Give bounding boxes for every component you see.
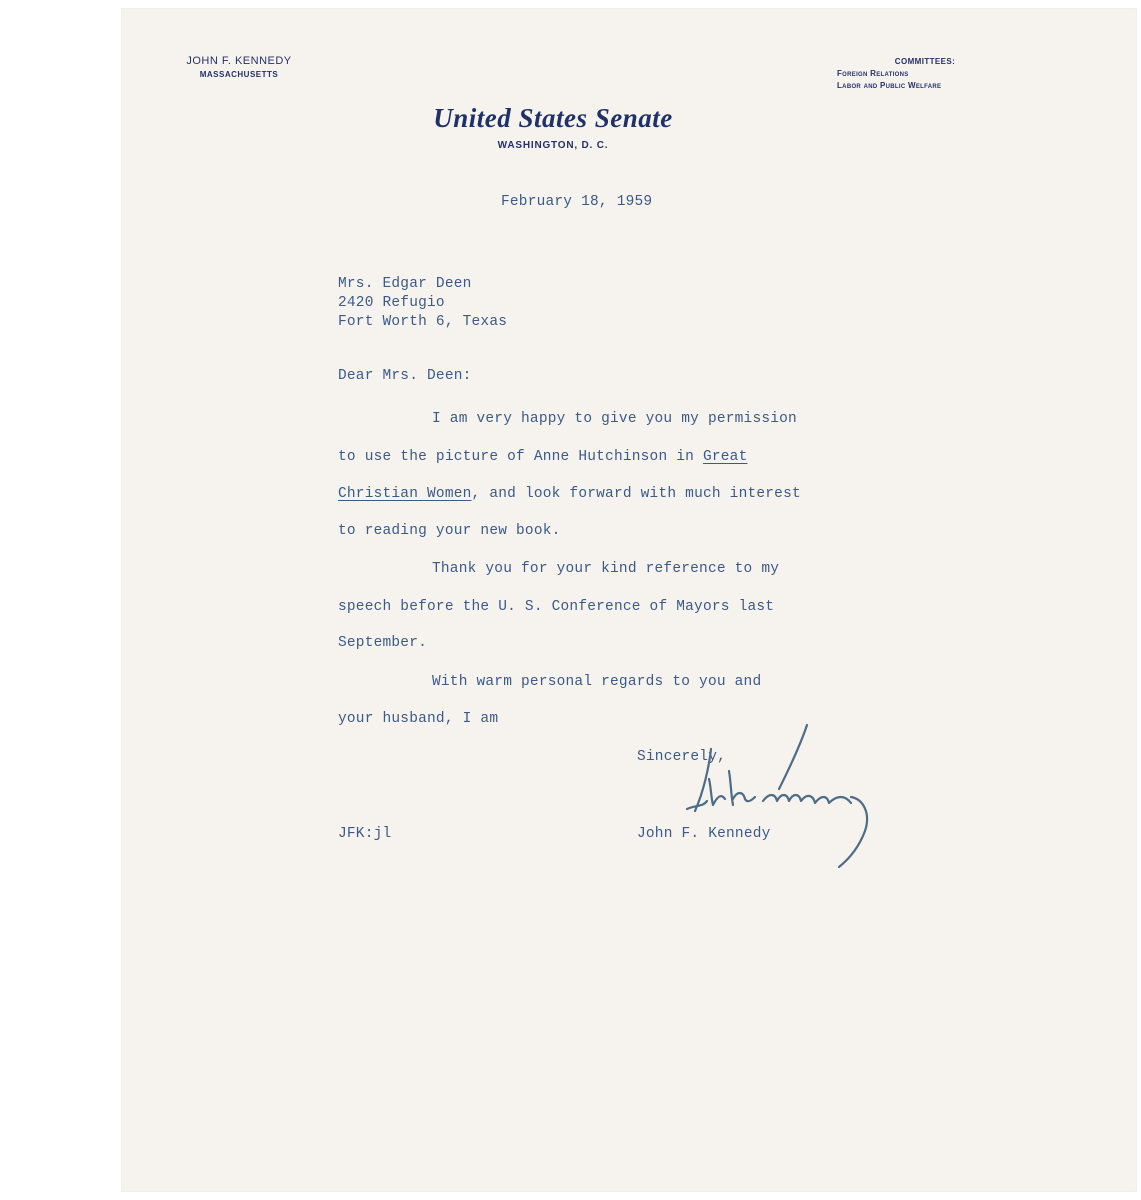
body-line: Thank you for your kind reference to my bbox=[432, 561, 780, 577]
book-title-part: Christian Women bbox=[338, 486, 472, 502]
body-line: September. bbox=[338, 635, 428, 651]
signer-name: John F. Kennedy bbox=[637, 826, 771, 842]
body-line: your husband, I am bbox=[338, 711, 499, 727]
salutation: Dear Mrs. Deen: bbox=[338, 368, 472, 384]
body-text: to use the picture of Anne Hutchinson in bbox=[338, 449, 703, 465]
body-text: , and look forward with much interest bbox=[471, 486, 801, 502]
recipient-line: Fort Worth 6, Texas bbox=[338, 314, 508, 330]
body-line bbox=[338, 449, 747, 465]
book-title-part: Great bbox=[702, 449, 748, 465]
letterhead-institution: United States Senate bbox=[433, 103, 673, 133]
handwritten-signature bbox=[651, 713, 891, 873]
recipient-line: 2420 Refugio bbox=[338, 295, 445, 311]
letterhead-sender-name: JOHN F. KENNEDY bbox=[186, 55, 292, 67]
body-line: With warm personal regards to you and bbox=[432, 674, 762, 690]
letterhead-committee-item: Foreign Relations bbox=[837, 69, 909, 78]
recipient-line: Mrs. Edgar Deen bbox=[338, 276, 472, 292]
body-line bbox=[338, 486, 801, 502]
typist-initials: JFK:jl bbox=[338, 826, 392, 842]
closing: Sincerely, bbox=[637, 749, 727, 765]
letter-sheet bbox=[121, 8, 1137, 1192]
letterhead-city: WASHINGTON, D. C. bbox=[497, 140, 609, 151]
body-line: speech before the U. S. Conference of Mayors last bbox=[338, 599, 775, 615]
letter-date: February 18, 1959 bbox=[501, 194, 653, 210]
body-line: I am very happy to give you my permission bbox=[432, 411, 797, 427]
letterhead-committee-item: Labor and Public Welfare bbox=[837, 81, 942, 90]
letterhead-sender-state: MASSACHUSETTS bbox=[199, 70, 279, 79]
letterhead-committees-heading: COMMITTEES: bbox=[894, 57, 956, 66]
body-line: to reading your new book. bbox=[338, 523, 561, 539]
